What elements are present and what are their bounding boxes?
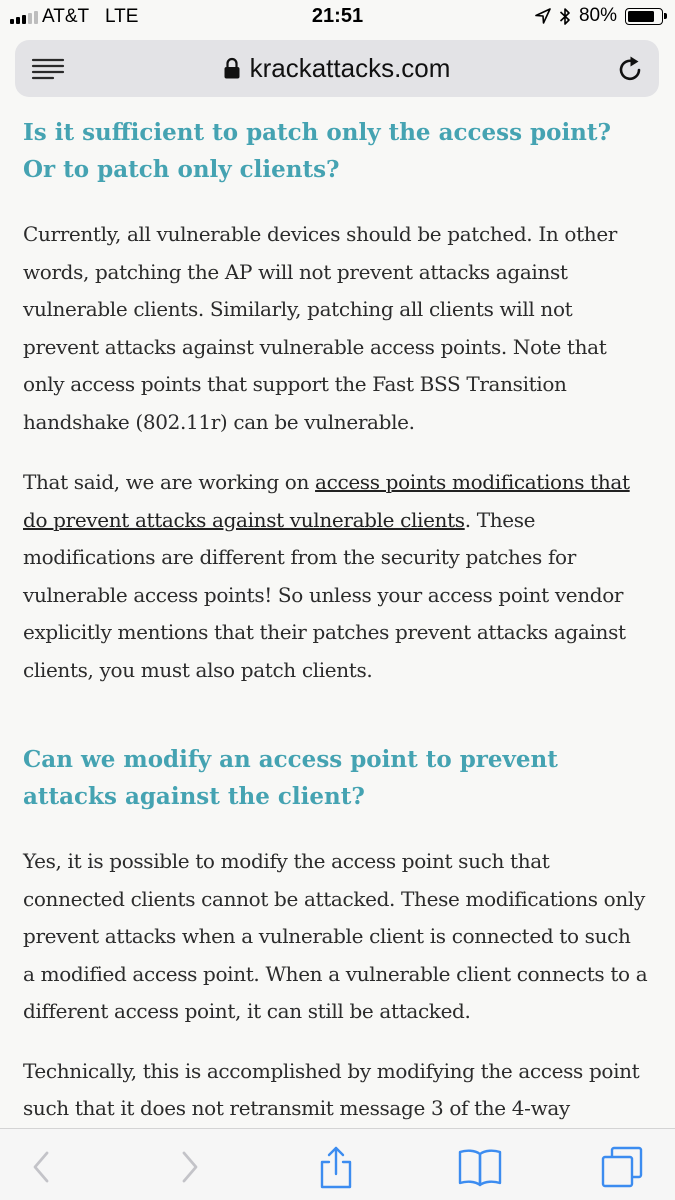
lock-icon: [224, 57, 240, 79]
paragraph: Technically, this is accomplished by modifying the access point such that it does not retransmit message 3 of the 4-way: [23, 1058, 640, 1120]
paragraph-with-link: [23, 464, 648, 689]
faq-heading-modify-ap: Can we modify an access point to prevent attacks against the client?: [23, 746, 558, 810]
paragraph: Yes, it is possible to modify the access point such that connected clients cannot be attacked. These modifications only prevent attacks when a vulnerable client is connected to such a modified access point. When a vulnerable client connects to a different access point, it can still be attacked.: [23, 849, 648, 1023]
url-text[interactable]: krackattacks.com: [249, 53, 451, 83]
url-display[interactable]: [15, 53, 659, 84]
share-icon[interactable]: [314, 1145, 358, 1189]
reload-icon[interactable]: [615, 54, 645, 84]
bookmarks-icon[interactable]: [458, 1145, 502, 1189]
back-icon[interactable]: [20, 1145, 64, 1189]
clock: 21:51: [311, 5, 364, 27]
location-arrow-icon: [535, 8, 551, 24]
forward-icon[interactable]: [167, 1145, 211, 1189]
battery-icon: [625, 8, 663, 25]
carrier-label: AT&T: [42, 6, 90, 27]
status-bar: [0, 0, 675, 36]
ap-modifications-link[interactable]: access points modifications that do prevent attacks against vulnerable clients: [23, 470, 630, 532]
tabs-icon[interactable]: [600, 1145, 644, 1189]
status-icons: [535, 5, 663, 27]
faq-heading-patch-ap-or-clients: Is it sufficient to patch only the access point? Or to patch only clients?: [23, 119, 612, 183]
article-content: [23, 114, 648, 1128]
browser-toolbar: [0, 1128, 675, 1200]
bluetooth-icon: [559, 7, 571, 26]
paragraph-text: . These modifications are different from the security patches for vulnerable access points! So unless your access point vendor explicitly mentions that their patches prevent attacks against clients, you must also patch clients.: [23, 507, 626, 682]
battery-level-fill: [628, 11, 654, 22]
network-type: LTE: [105, 6, 139, 27]
paragraph: Currently, all vulnerable devices should be patched. In other words, patching the AP will not prevent attacks against vulnerable clients. Similarly, patching all clients will not prevent attacks against vulnerable access points. Note that only access points that support the Fast BSS Transition handshake (802.11r) can be vulnerable.: [23, 222, 618, 434]
paragraph-text: That said, we are working on: [23, 470, 316, 494]
battery-percent: 80%: [578, 5, 617, 26]
address-bar[interactable]: [15, 40, 659, 97]
